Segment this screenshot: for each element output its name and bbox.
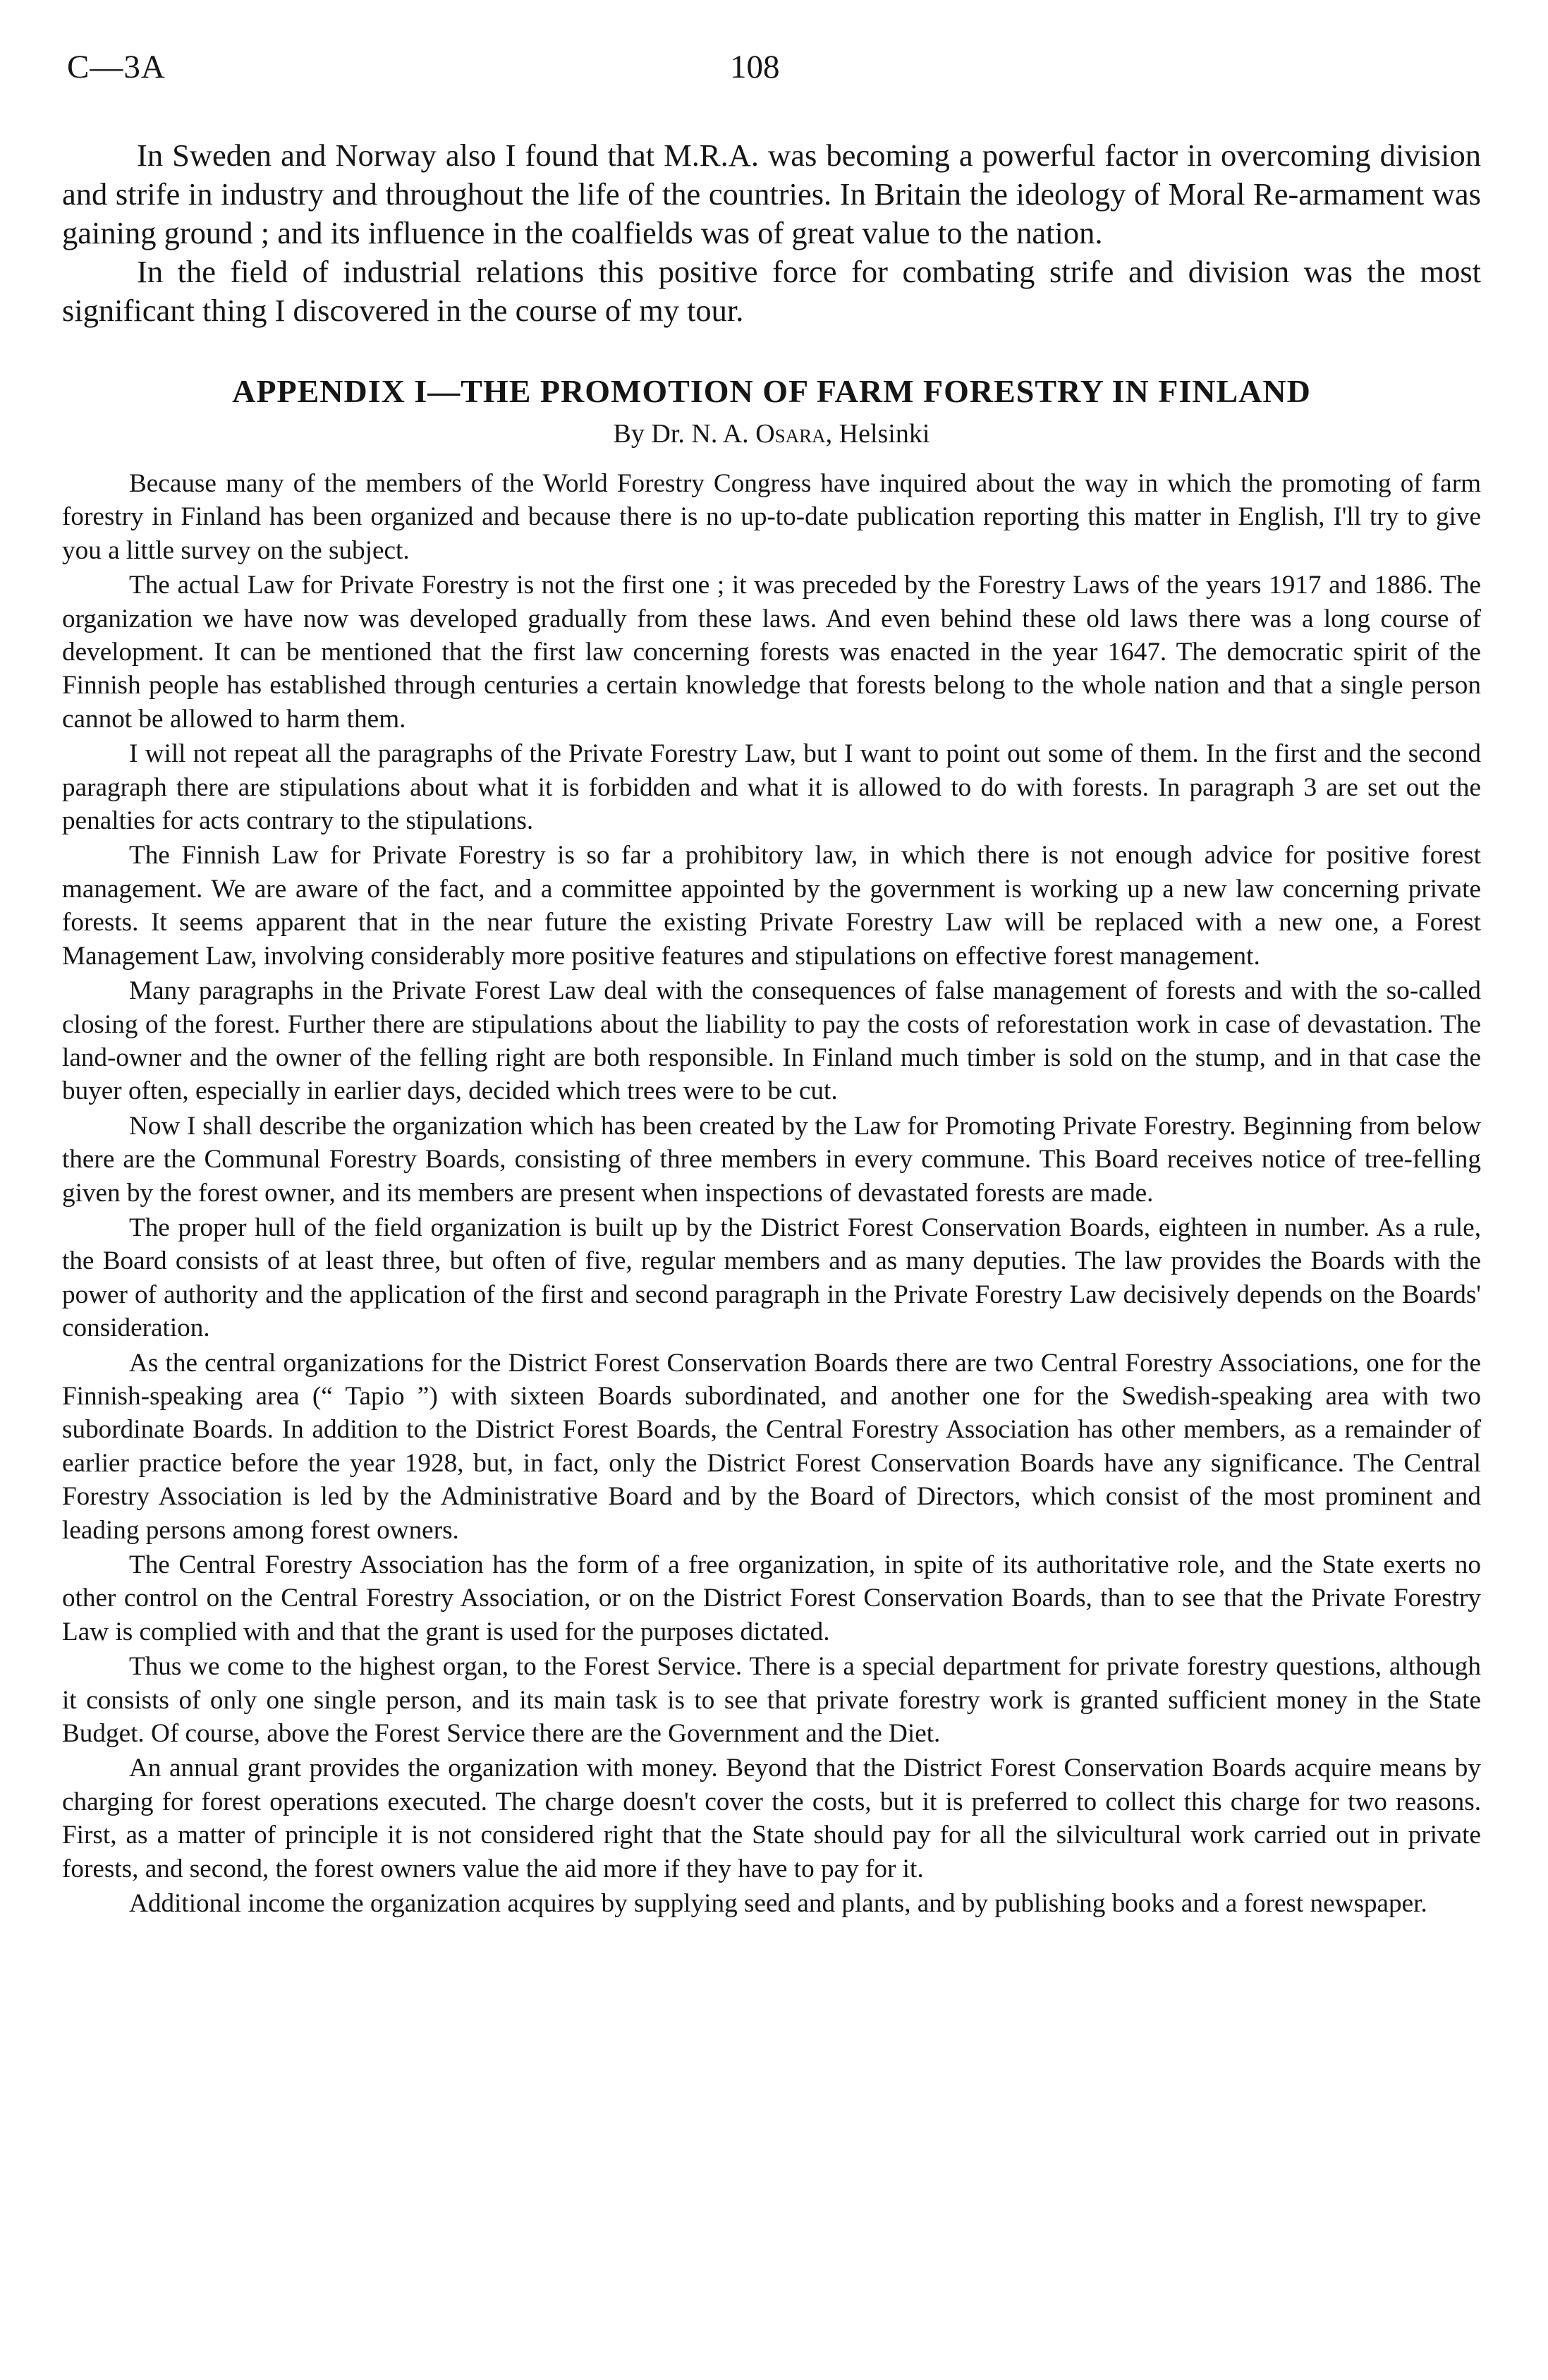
- body-paragraph: Additional income the organization acquires by supplying seed and plants, and by publishing books and a forest newspaper.: [129, 1889, 1427, 1919]
- body-paragraph: Now I shall describe the organization which has been created by the Law for Promoting Private Forestry. Beginning from below there are the Communal Forestry Boards, consisting of three members in every commune. This Board receives notice of tree-felling given by the forest owner, and its members are present when inspections of devastated forests are made.: [62, 1111, 1481, 1208]
- page-number: 108: [730, 49, 780, 85]
- document-code: C—3A: [67, 49, 166, 85]
- body-paragraph: The Central Forestry Association has the form of a free organization, in spite of its authoritative role, and the State exerts no other control on the Central Forestry Association, or on the District Forest Conservation Boards, than to see that the Private Forestry Law is complied with and that the grant is used for the purposes dictated.: [62, 1550, 1481, 1646]
- body-paragraph: The proper hull of the field organization is built up by the District Forest Conservation Boards, eighteen in number. As a rule, the Board consists of at least three, but often of five, regular members and as many deputies. The law provides the Boards with the power of authority and the application of the first and second paragraph in the Private Forestry Law decisively depends on the Boards' consideration.: [62, 1213, 1481, 1343]
- appendix-body: [62, 467, 1481, 1920]
- body-paragraph: As the central organizations for the District Forest Conservation Boards there are two Central Forestry Associations, one for the Finnish-speaking area (“ Tapio ”) with sixteen Boards subordinated, and another one for the Swedish-speaking area with two subordinate Boards. In addition to the District Forest Boards, the Central Forestry Association has other members, as a remainder of earlier practice before the year 1928, but, in fact, only the District Forest Conservation Boards have any significance. The Central Forestry Association is led by the Administrative Board and by the Board of Directors, which consist of the most prominent and leading persons among forest owners.: [62, 1348, 1481, 1545]
- body-paragraph: The Finnish Law for Private Forestry is so far a prohibitory law, in which there is not enough advice for positive forest management. We are aware of the fact, and a committee appointed by the government is working up a new law concerning private forests. It seems apparent that in the near future the existing Private Forestry Law will be replaced with a new one, a Forest Management Law, involving considerably more positive features and stipulations on effective forest management.: [62, 841, 1481, 971]
- page-content: [62, 136, 1481, 1921]
- intro-paragraph: In the field of industrial relations this positive force for combating strife and division was the most significant thing I discovered in the course of my tour.: [62, 254, 1481, 328]
- body-paragraph: I will not repeat all the paragraphs of the Private Forestry Law, but I want to point out some of them. In the first and the second paragraph there are stipulations about what it is forbidden and what it is allowed to do with forests. In paragraph 3 are set out the penalties for acts contrary to the stipulations.: [62, 739, 1481, 836]
- appendix-title: APPENDIX I—THE PROMOTION OF FARM FORESTRY IN FINLAND: [232, 373, 1311, 409]
- body-paragraph: The actual Law for Private Forestry is not the first one ; it was preceded by the Forestry Laws of the years 1917 and 1886. The organization we have now was developed gradually from these laws. And even behind these old laws there was a long course of development. It can be mentioned that the first law concerning forests was enacted in the year 1647. The democratic spirit of the Finnish people has established through centuries a certain knowledge that forests belong to the whole nation and that a single person cannot be allowed to harm them.: [62, 571, 1481, 734]
- body-paragraph: Thus we come to the highest organ, to the Forest Service. There is a special department for private forestry questions, although it consists of only one single person, and its main task is to see that private forestry work is granted sufficient money in the State Budget. Of course, above the Forest Service there are the Government and the Diet.: [62, 1652, 1481, 1749]
- report-conclusion: [62, 136, 1481, 330]
- intro-paragraph: In Sweden and Norway also I found that M.R.A. was becoming a powerful factor in overcoming division and strife in industry and throughout the life of the countries. In Britain the ideology of Moral Re-armament was gaining ground ; and its influence in the coalfields was of great value to the nation.: [62, 138, 1481, 250]
- byline-prefix: By Dr. N. A.: [613, 419, 749, 449]
- body-paragraph: An annual grant provides the organization with money. Beyond that the District Forest Conservation Boards acquire means by charging for forest operations executed. The charge doesn't cover the costs, but it is preferred to collect this charge for two reasons. First, as a matter of principle it is not considered right that the State should pay for all the silvicultural work carried out in private forests, and second, the forest owners value the aid more if they have to pay for it.: [62, 1754, 1481, 1883]
- author-surname: Osara: [755, 419, 826, 449]
- body-paragraph: Many paragraphs in the Private Forest Law deal with the consequences of false management of forests and with the so-called closing of the forest. Further there are stipulations about the liability to pay the costs of reforestation work in case of devastation. The land-owner and the owner of the felling right are both responsible. In Finland much timber is sold on the stump, and in that case the buyer often, especially in earlier days, decided which trees were to be cut.: [62, 976, 1481, 1106]
- body-paragraph: Because many of the members of the World Forestry Congress have inquired about the way in which the promoting of farm forestry in Finland has been organized and because there is no up-to-date publication reporting this matter in English, I'll try to give you a little survey on the subject.: [62, 469, 1481, 565]
- byline-suffix: , Helsinki: [825, 419, 930, 449]
- page-header: [67, 48, 1481, 97]
- byline: [62, 416, 1481, 451]
